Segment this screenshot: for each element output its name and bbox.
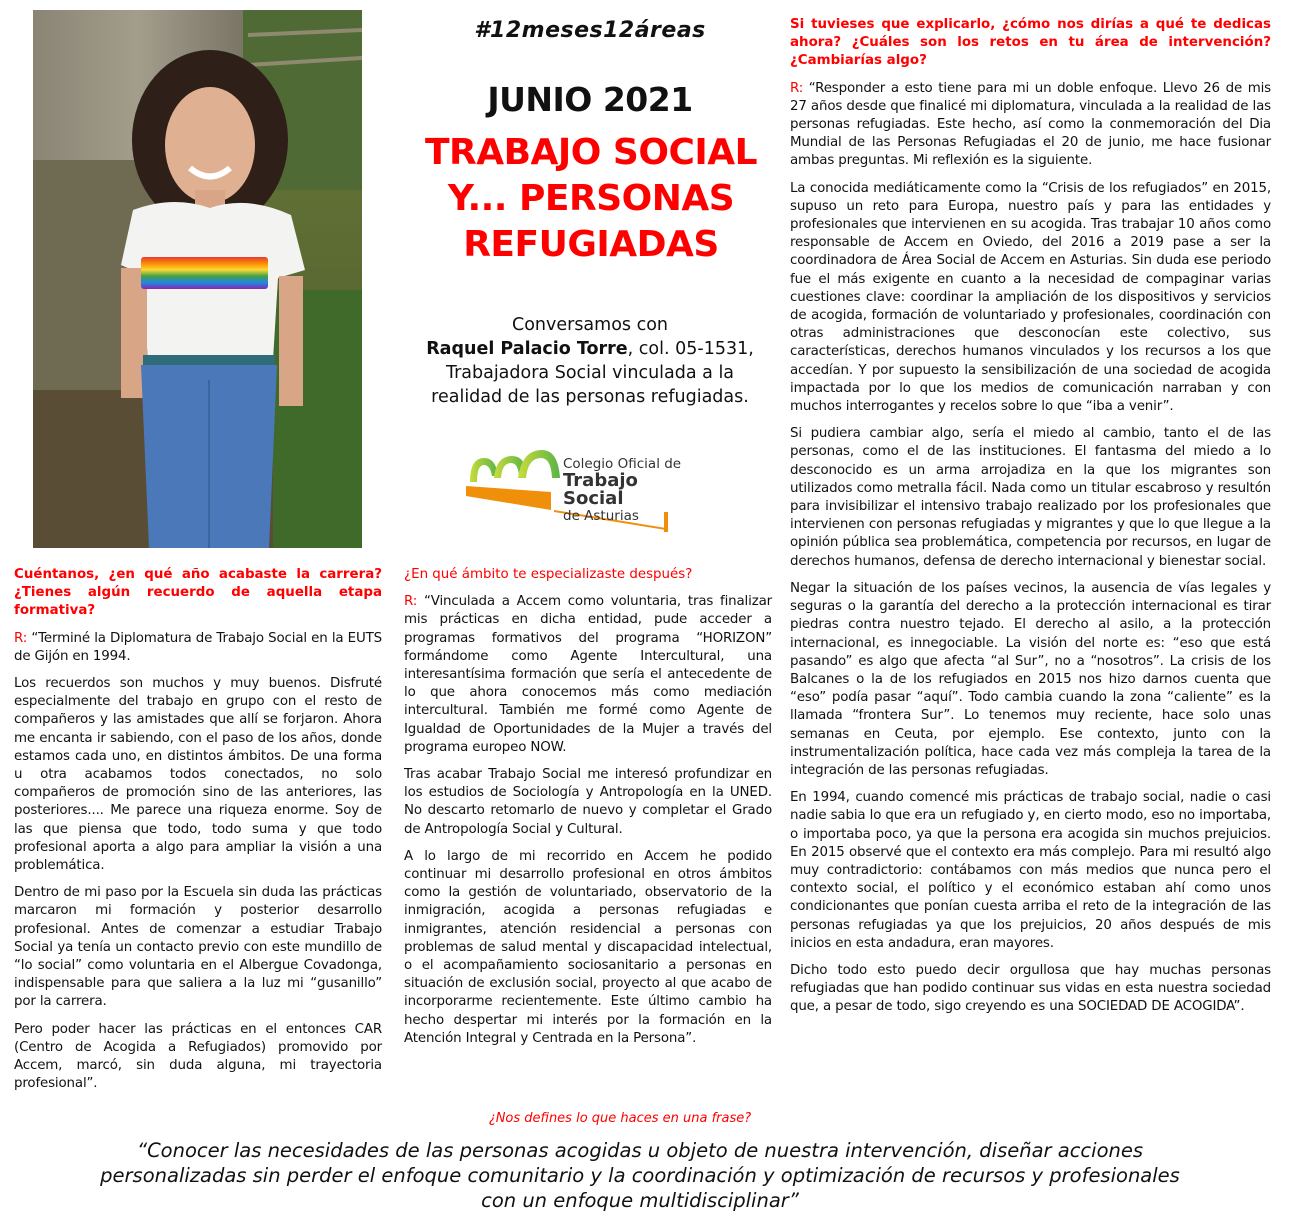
question: Si tuvieses que explicarlo, ¿cómo nos dirías a qué te dedicas ahora? ¿Cuáles son los retos en tu área de intervención? ¿Cambiarías algo? [790,17,1271,69]
answer-paragraph: Tras acabar Trabajo Social me interesó profundizar en los estudios de Sociología y Antropología en la UNED. No descarto retomarlo de nuevo y completar el Grado de Antropología Social y Cultural. [404,767,772,837]
issue-month: JUNIO 2021 [487,80,693,119]
logo-line: Trabajo Social [563,470,638,509]
colegio-logo [466,448,686,544]
logo-line: de Asturias [563,508,639,524]
question: ¿En qué ámbito te especializaste después? [404,567,693,582]
answer-paragraph: La conocida mediáticamente como la “Crisis de los refugiados” en 2015, supuso un reto para Europa, nuestro país y para las entidades y profesionales que intervienen en su acogida. Tras trabajar 10 años como responsable de Accem en Oviedo, del 2016 a 2019 pase a ser la coordinadora de Área Social de Accem en Asturias. Sin duda ese periodo fue el más exigente en cuanto a la necesidad de compaginar varias cuestiones clave: coordinar la ampliación de los dispositivos y servicios de acogida, formación de voluntariado y profesionales, coordinación con otras administraciones que desconocían este colectivo, sus características, derechos humanos vinculados y los recursos a los que accedían. Y por supuesto la sensibilización de una sociedad de acogida impactada por lo que los medios de comunicación narraban y con muchos interrogantes y recelos sobre lo que “iba a venir”. [790,180,1271,415]
answer-paragraph: Dentro de mi paso por la Escuela sin duda las prácticas marcaron mi formación y posterior desarrollo profesional. Antes de comenzar a estudiar Trabajo Social ya tenía un contacto previo con este mundillo de “lo social” como voluntaria en el Albergue Covadonga, indispensable para que saliera a la luz mi “gusanillo” por la carrera. [14,885,382,1010]
interview-section-3 [790,16,1271,1026]
interview-section-2 [404,566,772,1057]
shirt-print [141,257,268,289]
portrait-photo [33,10,362,548]
page-title [396,130,786,268]
collegiate-number: , col. 05-1531, [627,339,754,359]
interview-section-1 [14,566,382,1102]
title-line: TRABAJO SOCIAL [424,132,758,173]
title-line: Y... PERSONAS [447,178,735,219]
interviewee-name: Raquel Palacio Torre [426,339,628,359]
question: Cuéntanos, ¿en qué año acabaste la carrera? ¿Tienes algún recuerdo de aquella etapa formativa? [14,567,382,619]
answer-paragraph: Los recuerdos son muchos y muy buenos. Disfruté especialmente del trabajo en grupo con el resto de compañeros y las amistades que allí se forjaron. Ahora me encanta ir sabiendo, con el paso de los años, donde estamos cada uno, en distintos ámbitos. De una forma u otra acabamos todos conectados, no solo compañeros de promoción sino de las anteriores, las posteriores.... Me parece una riqueza enorme. Soy de las que piensa que todo, todo suma y que todo profesional aporta a algo para ampliar la visión a una problemática. [14,676,382,874]
intro-text [400,313,780,409]
answer-paragraph: En 1994, cuando comencé mis prácticas de trabajo social, nadie o casi nadie sabia lo que era un refugiado y, en cierto modo, eso no importaba, o importaba poco, ya que la persona era acogida sin muchos prejuicios. En 2015 observé que el contexto era más complejo. Para mi resultó algo muy contradictorio: contábamos con más medios que nunca pero el contexto social, el político y el económico estaban ahí como unos condicionantes que ponían cuesta arriba el reto de la integración de las personas refugiadas ya que los prejuicios, 20 años después de mis inicios en esta andadura, eran mayores. [790,790,1271,951]
title-line: REFUGIADAS [463,224,719,265]
answer-label: R: [14,630,28,646]
quote-line: “Conocer las necesidades de las personas acogidas u objeto de nuestra intervención, diseñar acciones [136,1139,1144,1162]
answer-text: “Responder a esto tiene para mi un doble enfoque. Llevo 26 de mis 27 años desde que finalicé mi diplomatura, vinculada a la realidad de las personas refugiadas. Este hecho, así como la conmemoración del Dia Mundial de las Personas Refugiadas el 20 de junio, me hace fusionar ambas preguntas. Mi reflexión es la siguiente. [790,80,1271,169]
closing-question: ¿Nos defines lo que haces en una frase? [488,1111,752,1126]
answer-paragraph [790,80,1271,171]
quote-line: con un enfoque multidisciplinar” [481,1189,799,1212]
answer-text: “Vinculada a Accem como voluntaria, tras finalizar mis prácticas en dicha entidad, pude acceder a programas formativos del programa “HORIZON” formándome como Agente Intercultural, una interesantísima formación que sería el antecedente de lo que ahora conocemos más como mediación intercultural. También me formé como Agente de Igualdad de Oportunidades de la Mujer a través del programa europeo NOW. [404,594,772,755]
intro-line: Trabajadora Social vinculada a la [445,363,735,383]
logo-line: Colegio Oficial de [563,456,682,472]
answer-paragraph: Si pudiera cambiar algo, sería el miedo al cambio, tanto el de las personas, como el de las instituciones. El fantasma del miedo a lo desconocido es un arma arrojadiza en la que los migrantes son utilizados como metralla fácil. Nada como un titular escabroso y resultón para invisibilizar el intensivo trabajo realizado por los profesionales que intervienen con personas refugiadas y migrantes y que lo que llegue a la opinión pública sea problemática, competencia por recursos, en lugar de derechos humanos, defensa de derecho internacional y bienestar social. [790,426,1271,569]
answer-paragraph [404,593,772,757]
closing-quote [40,1138,1240,1213]
intro-line: realidad de las personas refugiadas. [431,387,749,407]
answer-paragraph: Pero poder hacer las prácticas en el entonces CAR (Centro de Acogida a Refugiados) promovido por Accem, marcó, sin duda alguna, mi trayectoria profesional”. [14,1021,382,1092]
answer-label: R: [790,80,804,96]
answer-label: R: [404,594,418,610]
answer-paragraph [14,630,382,666]
quote-line: personalizadas sin perder el enfoque comunitario y la coordinación y optimización de recursos y profesionales [100,1164,1180,1187]
intro-line: Conversamos con [511,315,669,335]
answer-paragraph: Dicho todo esto puedo decir orgullosa que hay muchas personas refugiadas que han podido continuar sus vidas en esta nuestra sociedad que, a pesar de todo, sigo creyendo es una SOCIEDAD DE ACOGIDA”. [790,962,1271,1015]
answer-paragraph: Negar la situación de los países vecinos, la ausencia de vías legales y seguras o la garantía del derecho a la protección internacional es tirar piedras contra nuestro tejado. El derecho al asilo, a la protección internacional, es innegociable. La visión del norte es: “eso que está pasando” es algo que afecta “al Sur”, no a “nosotros”. La crisis de los Balcanes o la de los refugiados en 2015 nos hizo darnos cuenta que “eso” podía pasar “aquí”. Todo cambia cuando la zona “caliente” es la llamada “frontera Sur”. Lo tenemos muy reciente, hace solo unas semanas en Ceuta, por ejemplo. Ese contexto, junto con la instrumentalización política, hace cada vez más compleja la tarea de la integración de las personas refugiadas. [790,580,1271,778]
answer-text: “Terminé la Diplomatura de Trabajo Social en la EUTS de Gijón en 1994. [14,630,383,664]
intro-line [400,337,780,361]
hashtag: #12meses12áreas [474,18,706,43]
logo-text [563,456,686,524]
answer-paragraph: A lo largo de mi recorrido en Accem he podido continuar mi desarrollo profesional en otros ámbitos como la gestión de voluntariado, observatorio de la inmigración, acogida a personas refugiadas e inmigrantes, atención residencial a personas con problemas de salud mental y discapacidad intelectual, o el acompañamiento sociosanitario a personas en situación de exclusión social, proyecto al que acabo de incorporarme recientemente. Este último cambio ha hecho despertar mi interés por la formación en la Atención Integral y Centrada en la Persona”. [404,848,772,1046]
